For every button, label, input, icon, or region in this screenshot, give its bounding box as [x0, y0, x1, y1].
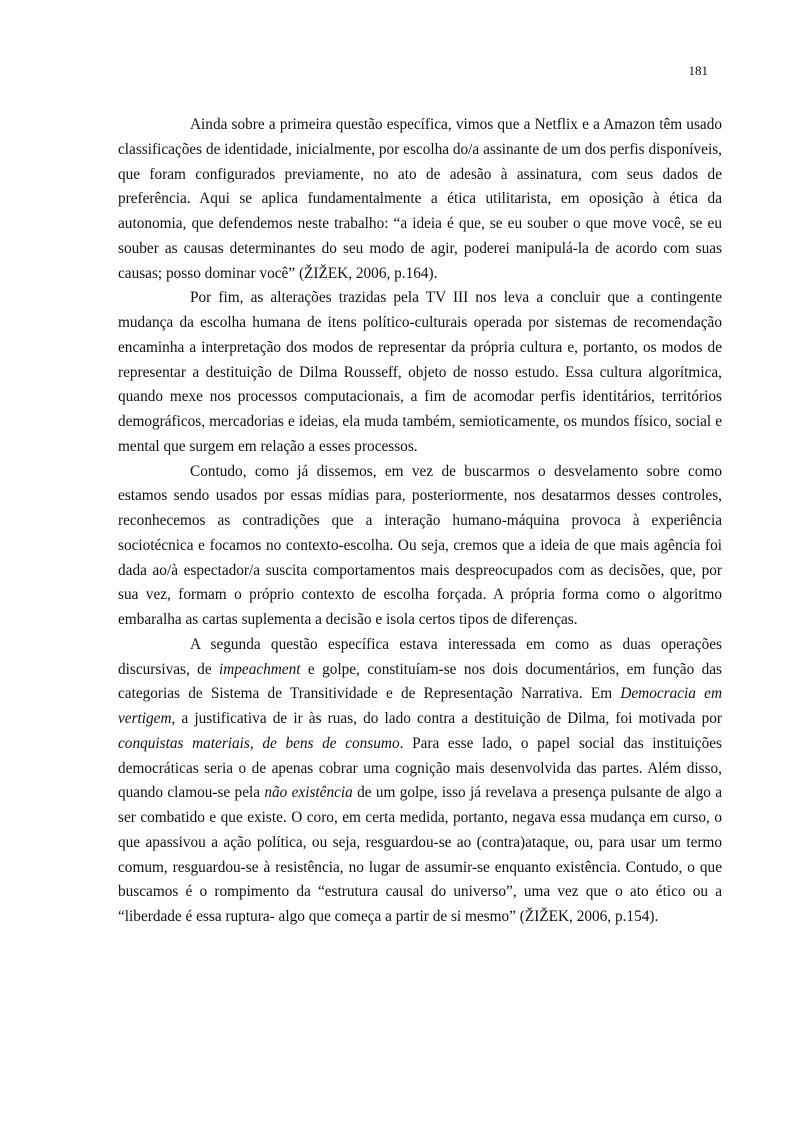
text-segment: de um golpe, isso já revelava a presença pulsante de algo a ser combatido e que existe. O coro, em certa medida, portanto, negava essa mudança em curso, o que apassivou a ação política, ou seja, resguardou-se ao (contra)ataque, ou, para usar um termo comum, resguardou-se à resistência, no lugar de assumir-se enquanto existência. Contudo, o que buscamos é o rompimento da “estrutura causal do universo”, uma vez que o ato ético ou a “liberdade é essa ruptura- algo que começa a partir de si mesmo” (ŽIŽEK, 2006, p.154). — [118, 784, 722, 925]
text-segment: Ainda sobre a primeira questão específica, vimos que a Netflix e a Amazon têm usado classificações de identidade, inicialmente, por escolha do/a assinante de um dos perfis disponíveis, que foram configurados previamente, no ato de adesão à assinatura, com seus dados de preferência. Aqui se aplica fundamentalmente a ética utilitarista, em oposição à ética da autonomia, que defendemos neste trabalho: “a ideia é que, se eu souber o que move você, se eu souber as causas determinantes do seu modo de agir, poderei manipulá-la de acordo com suas causas; posso dominar você” (ŽIŽEK, 2006, p.164). — [118, 116, 722, 282]
paragraph — [118, 286, 722, 459]
italic-text: não existência — [264, 784, 353, 802]
text-segment: Contudo, como já dissemos, em vez de buscarmos o desvelamento sobre como estamos sendo usados por essas mídias para, posteriormente, nos desatarmos desses controles, reconhecemos as contradições que a interação humano-máquina provoca à experiência sociotécnica e focamos no contexto-escolha. Ou seja, cremos que a ideia de que mais agência foi dada ao/à espectador/a suscita comportamentos mais despreocupados com as decisões, que, por sua vez, formam o próprio contexto de escolha forçada. A própria forma como o algoritmo embaralha as cartas suplementa a decisão e isola certos tipos de diferenças. — [118, 462, 722, 628]
page-number: 181 — [688, 63, 708, 78]
italic-text: conquistas materiais, de bens de consumo — [118, 734, 400, 752]
text-segment: Por fim, as alterações trazidas pela TV III nos leva a concluir que a contingente mudança da escolha humana de itens político-culturais operada por sistemas de recomendação encaminha a interpretação dos modos de representar da própria cultura e, portanto, os modos de representar a destituição de Dilma Rousseff, objeto de nosso estudo. Essa cultura algorítmica, quando mexe nos processos computacionais, a fim de acomodar perfis identitários, territórios demográficos, mercadorias e ideias, ela muda também, semioticamente, os mundos físico, social e mental que surgem em relação a esses processos. — [118, 289, 722, 455]
text-segment: e golpe, constituíam-se nos dois documentários, em função das categorias de Sistema de Transitividade e de Representação Narrativa. Em — [118, 660, 722, 703]
paragraph — [118, 113, 722, 286]
paragraph — [118, 633, 722, 930]
text-segment: A segunda questão específica estava interessada em como as duas operações discursivas, de — [118, 635, 722, 678]
body-text — [118, 113, 722, 930]
italic-text: impeachment — [218, 660, 301, 678]
text-segment: , a justificativa de ir às ruas, do lado contra a destituição de Dilma, foi motivada por — [171, 710, 722, 727]
paragraph — [118, 460, 722, 633]
text-segment: . Para esse lado, o papel social das instituições democráticas seria o de apenas cobrar uma cognição mais desenvolvida das partes. Além disso, quando clamou-se pela — [118, 734, 722, 802]
italic-text: Democracia em vertigem — [118, 685, 722, 727]
